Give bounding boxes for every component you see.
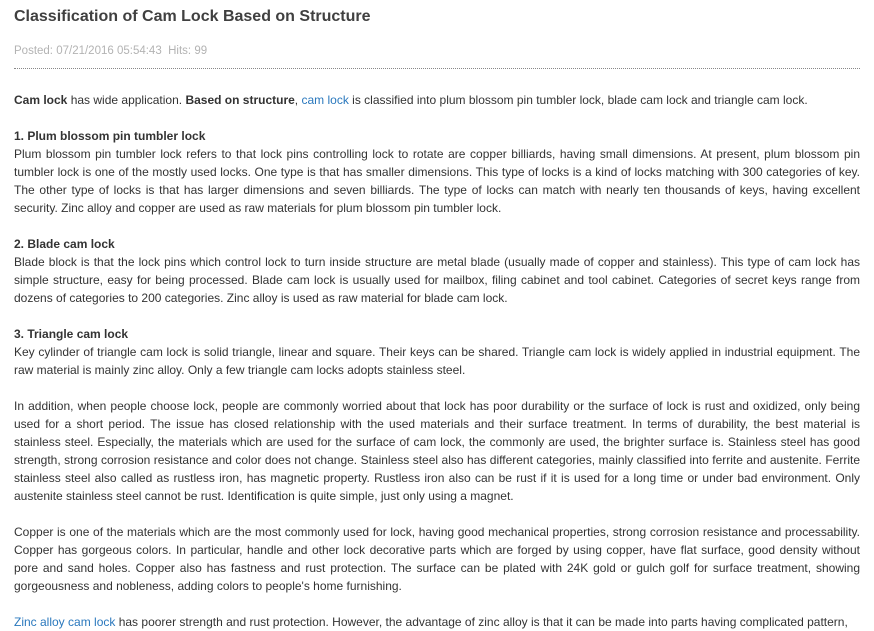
durability-paragraph: In addition, when people choose lock, people are commonly worried about that lock has poor durability or the surface of lock is rust and oxidized, only being used for a short period. The issue has closed relationship with the used materials and their surface treatment. In terms of durability, the best material is stainless steel. Especially, the materials which are used for the surface of cam lock, the commonly are used, the brighter surface is. Stainless steel has good strength, strong corrosion resistance and color does not change. Stainless steel also has different categories, mainly classified into ferrite and austenite. Ferrite stainless steel also called as rustless iron, has magnetic property. Rustless iron also can be rust if it is used for a long time or under bad environment. Only austenite stainless steel cannot be rust. Identification is quite simple, just only using a magnet. — [14, 399, 860, 503]
section-text: Plum blossom pin tumbler lock refers to that lock pins controlling lock to rotate are copper billiards, having small dimensions. At present, plum blossom pin tumbler lock is one of the mostly used locks. One type is that has smaller dimensions. This type of locks is a kind of locks matching with 300 categories of key. The other type of locks is that has larger dimensions and seven billiards. The type of locks can match with nearly ten thousands of keys, having excellent security. Zinc alloy and copper are used as raw materials for plum blossom pin tumbler lock. — [14, 147, 860, 215]
zinc-alloy-paragraph — [14, 613, 860, 631]
intro-bold-structure: Based on structure — [185, 93, 295, 107]
hits-count: 99 — [194, 45, 208, 57]
section-text: Key cylinder of triangle cam lock is solid triangle, linear and square. Their keys can be shared. Triangle cam lock is widely applied in industrial equipment. The raw material is mainly zinc alloy. Only a few triangle cam locks adopts stainless steel. — [14, 345, 860, 377]
section-number: 3. — [14, 327, 28, 341]
zinc-alloy-cam-lock-link[interactable]: Zinc alloy cam lock — [14, 615, 116, 629]
section-heading — [14, 235, 860, 253]
cam-lock-link[interactable]: cam lock — [301, 93, 349, 107]
section-title: Triangle cam lock — [27, 327, 129, 341]
article-meta — [14, 44, 860, 58]
section-triangle-cam-lock — [14, 325, 860, 379]
section-title: Plum blossom pin tumbler lock — [27, 129, 206, 143]
section-number: 1. — [14, 129, 28, 143]
title-divider — [14, 68, 860, 69]
section-title: Blade cam lock — [27, 237, 115, 251]
section-heading — [14, 127, 860, 145]
section-plum-blossom — [14, 127, 860, 217]
article — [14, 0, 860, 631]
posted-label: Posted: — [14, 45, 53, 57]
section-number: 2. — [14, 237, 28, 251]
article-body — [14, 91, 860, 631]
intro-bold-cam-lock: Cam lock — [14, 93, 68, 107]
section-heading — [14, 325, 860, 343]
intro-text-3: is classified into plum blossom pin tumbler lock, blade cam lock and triangle cam lock. — [348, 93, 808, 107]
section-text: Blade block is that the lock pins which control lock to turn inside structure are metal blade (usually made of copper and stainless). This type of cam lock has simple structure, easy for being processed. Blade cam lock is usually used for mailbox, filing cabinet and tool cabinet. Categories of secret keys range from dozens of categories to 200 categories. Zinc alloy is used as raw material for blade cam lock. — [14, 255, 860, 305]
zinc-alloy-text: has poorer strength and rust protection. However, the advantage of zinc alloy is that it can be made into parts having complicated pattern, — [115, 615, 848, 629]
intro-text-1: has wide application. — [67, 93, 186, 107]
copper-paragraph: Copper is one of the materials which are the most commonly used for lock, having good mechanical properties, strong corrosion resistance and processability. Copper has gorgeous colors. In particular, handle and other lock decorative parts which are forged by using copper, have flat surface, good density without pore and sand holes. Copper also has fastness and rust protection. The surface can be plated with 24K gold or gulch golf for surface treatment, showing gorgeousness and nobleness, adding colors to people's home furnishing. — [14, 525, 860, 593]
intro-text-2: , — [294, 93, 302, 107]
hits-label: Hits: — [168, 45, 192, 57]
intro-paragraph — [14, 91, 860, 109]
section-blade-cam-lock — [14, 235, 860, 307]
posted-date: 07/21/2016 05:54:43 — [56, 45, 162, 57]
article-title: Classification of Cam Lock Based on Structure — [14, 8, 371, 25]
